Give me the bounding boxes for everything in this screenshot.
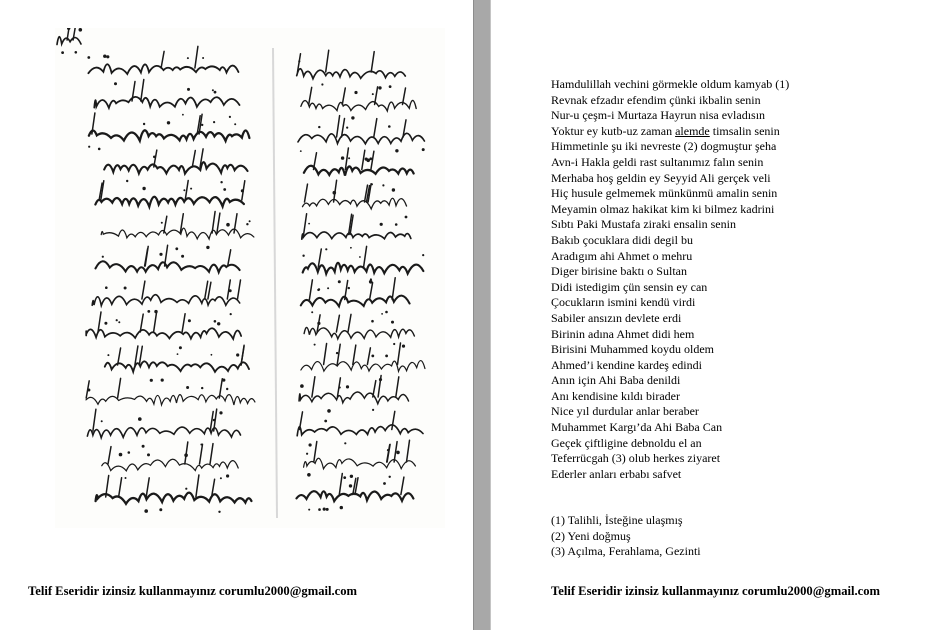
handwriting-dot: [318, 508, 321, 511]
handwriting-dot: [365, 158, 368, 161]
poem-line: Anın için Ahi Baba denildi: [551, 373, 681, 388]
handwriting-dot: [98, 148, 101, 151]
handwriting-stroke: [375, 87, 378, 105]
handwriting-dot: [220, 181, 222, 183]
poem-line: Himmetinle şu iki nevreste (2) dogmuştur şeha: [551, 139, 777, 154]
handwriting-dot: [182, 114, 184, 116]
handwriting-stroke: [309, 87, 312, 104]
handwriting-dot: [300, 384, 304, 388]
handwriting-dot: [308, 223, 310, 225]
poem-line: Meyamin olmaz hakikat kim ki bilmez kadrini: [551, 201, 775, 216]
handwriting-dot: [79, 28, 83, 32]
handwriting-dot: [106, 55, 109, 58]
handwriting-dot: [308, 509, 310, 511]
handwriting-dot: [326, 508, 329, 511]
handwriting-stroke: [326, 50, 329, 72]
handwriting-dot: [422, 148, 425, 151]
handwriting-dot: [311, 311, 313, 313]
handwriting-dot: [229, 116, 231, 118]
left-footer-copyright: Telif Eseridir izinsiz kullanmayınız corumlu2000@gmail.com: [28, 584, 358, 598]
handwriting-dot: [389, 476, 391, 478]
handwriting-dot: [128, 451, 131, 454]
handwriting-stroke: [398, 343, 401, 365]
handwriting-stroke: [370, 283, 373, 300]
handwriting-dot: [150, 379, 153, 382]
handwriting-dot: [351, 116, 354, 119]
handwriting-stroke: [142, 281, 145, 299]
handwriting-stroke: [304, 458, 416, 469]
handwriting-stroke: [304, 327, 414, 338]
handwriting-stroke: [185, 181, 188, 201]
handwriting-dot: [385, 355, 388, 358]
handwriting-stroke: [337, 116, 340, 137]
page-divider: [473, 0, 491, 630]
handwriting-dot: [104, 322, 107, 325]
handwriting-dot: [138, 417, 142, 421]
handwriting-stroke: [348, 314, 351, 332]
handwriting-dot: [234, 123, 236, 125]
handwriting-stroke: [373, 381, 376, 397]
handwriting-stroke: [238, 280, 241, 299]
handwriting-stroke: [164, 216, 167, 233]
handwriting-dot: [381, 313, 383, 315]
handwriting-stroke: [339, 474, 342, 495]
handwriting-stroke: [94, 97, 239, 108]
handwriting-dot: [392, 188, 395, 191]
handwriting-dot: [102, 256, 104, 258]
handwriting-dot: [190, 188, 192, 190]
handwriting-dot: [348, 287, 350, 289]
handwriting-dot: [372, 409, 374, 411]
handwriting-dot: [422, 254, 424, 256]
handwriting-dot: [389, 85, 392, 88]
handwriting-stroke: [119, 478, 122, 497]
handwriting-dot: [230, 313, 232, 315]
handwriting-dot: [317, 289, 319, 291]
handwriting-dot: [186, 386, 189, 389]
handwriting-stroke: [57, 37, 81, 45]
handwriting-dot: [371, 320, 374, 323]
handwriting-dot: [321, 83, 323, 85]
handwriting-stroke: [392, 411, 395, 429]
poem-line: Hiç husule gelmemek münkünmü amalin senin: [551, 186, 778, 201]
handwriting-dot: [213, 121, 215, 123]
handwriting-stroke: [141, 80, 144, 102]
poem-line: Avn-i Hakla geldi rast sultanımız falın senin: [551, 154, 764, 169]
handwriting-stroke: [95, 197, 243, 207]
handwriting-dot: [161, 222, 163, 224]
handwriting-dot: [302, 255, 304, 257]
manuscript-image: [55, 28, 445, 528]
handwriting-dot: [179, 346, 182, 349]
handwriting-dot: [327, 287, 329, 289]
handwriting-stroke: [210, 444, 213, 464]
handwriting-dot: [116, 319, 118, 321]
handwriting-dot: [341, 156, 344, 159]
handwriting-dot: [220, 477, 222, 479]
handwriting-dot: [246, 223, 248, 225]
handwriting-dot: [226, 474, 229, 477]
handwriting-dot: [219, 411, 222, 414]
handwriting-stroke: [336, 315, 339, 332]
handwriting-stroke: [324, 344, 327, 365]
handwriting-dot: [324, 420, 327, 423]
poem-line: Yoktur ey kutb-uz zaman alemde timsalin senin: [551, 123, 780, 138]
handwriting-dot: [159, 508, 162, 511]
handwriting-dot: [183, 189, 185, 191]
handwriting-stroke: [104, 162, 247, 173]
handwriting-stroke: [303, 263, 424, 274]
handwriting-dot: [201, 387, 203, 389]
handwriting-stroke: [200, 444, 203, 464]
right-page: [491, 0, 942, 630]
handwriting-stroke: [88, 64, 238, 74]
handwriting-stroke: [392, 278, 395, 300]
handwriting-dot: [385, 311, 388, 314]
handwriting-dot: [354, 91, 357, 94]
handwriting-dot: [236, 353, 239, 356]
handwriting-stroke: [182, 314, 185, 332]
handwriting-dot: [223, 188, 226, 191]
handwriting-stroke: [337, 344, 340, 364]
handwriting-stroke: [303, 198, 407, 209]
handwriting-dot: [87, 56, 90, 59]
handwriting-dot: [226, 388, 228, 390]
handwriting-dot: [218, 511, 220, 513]
handwriting-dot: [118, 321, 120, 323]
handwriting-stroke: [96, 261, 240, 272]
handwriting-stroke: [362, 150, 365, 169]
handwriting-dot: [181, 255, 184, 258]
handwriting-stroke: [304, 214, 307, 235]
handwriting-stroke: [300, 412, 303, 430]
handwriting-stroke: [67, 28, 70, 40]
handwriting-stroke: [374, 119, 377, 137]
handwriting-dot: [114, 82, 117, 85]
handwriting-dot: [388, 125, 391, 128]
handwriting-dot: [206, 246, 209, 249]
poem-line: Revnak efzadır efendim çünki ikbalin senin: [551, 92, 761, 107]
handwriting-dot: [167, 121, 170, 124]
handwriting-stroke: [118, 378, 121, 398]
handwriting-stroke: [89, 130, 249, 141]
handwriting-stroke: [146, 478, 149, 497]
handwriting-dot: [395, 223, 398, 226]
handwriting-dot: [107, 354, 109, 356]
handwriting-dot: [340, 506, 343, 509]
handwriting-stroke: [297, 69, 406, 79]
handwriting-dot: [349, 484, 352, 487]
handwriting-stroke: [101, 228, 254, 239]
handwriting-dot: [188, 319, 191, 322]
handwriting-dot: [336, 352, 338, 354]
handwriting-stroke: [407, 440, 410, 462]
handwriting-stroke: [305, 184, 308, 202]
handwriting-dot: [350, 247, 352, 249]
handwriting-dot: [105, 286, 108, 289]
handwriting-stroke: [217, 213, 220, 233]
handwriting-dot: [378, 86, 381, 89]
handwriting-stroke: [208, 282, 211, 299]
manuscript-handwriting: [55, 28, 445, 528]
footnote: (3) Açılma, Ferahlama, Gezinti: [551, 544, 701, 559]
handwriting-dot: [187, 88, 190, 91]
handwriting-stroke: [312, 377, 315, 397]
handwriting-stroke: [364, 246, 367, 267]
poem-line: Birinin adına Ahmet didi hem: [551, 326, 695, 341]
handwriting-dot: [226, 223, 230, 227]
handwriting-dot: [382, 184, 384, 186]
handwriting-dot: [214, 320, 217, 323]
handwriting-stroke: [309, 280, 312, 300]
handwriting-stroke: [342, 88, 345, 105]
handwriting-dot: [88, 146, 90, 148]
handwriting-dot: [125, 477, 127, 479]
handwriting-dot: [391, 321, 394, 324]
handwriting-dot: [211, 354, 213, 356]
handwriting-stroke: [154, 312, 157, 332]
footnotes: [551, 513, 701, 560]
poem-line: Diger birisine baktı o Sultan: [551, 264, 687, 279]
footnote: (1) Talihli, İsteğine ulaşmış: [551, 513, 683, 527]
handwriting-dot: [147, 310, 150, 313]
handwriting-dot: [372, 93, 374, 95]
handwriting-stroke: [135, 346, 138, 365]
poem-line: Birisini Muhammed koydu oldem: [551, 342, 714, 357]
poem-line: Çocukların ismini kendü virdi: [551, 295, 696, 310]
handwriting-dot: [405, 216, 408, 219]
handwriting-dot: [314, 344, 316, 346]
handwriting-stroke: [161, 51, 164, 68]
poem-line: Anı kendisine kıldı birader: [551, 388, 680, 403]
handwriting-dot: [380, 223, 383, 226]
handwriting-dot: [175, 247, 178, 250]
handwriting-stroke: [93, 409, 96, 431]
handwriting-dot: [214, 91, 217, 94]
handwriting-dot: [187, 57, 189, 59]
handwriting-dot: [249, 220, 251, 222]
handwriting-stroke: [401, 477, 404, 494]
handwriting-dot: [318, 126, 320, 128]
handwriting-stroke: [205, 281, 208, 299]
handwriting-dot: [359, 256, 361, 258]
handwriting-stroke: [105, 361, 249, 371]
handwriting-dot: [344, 442, 346, 444]
handwriting-stroke: [297, 425, 423, 436]
handwriting-dot: [142, 187, 145, 190]
handwriting-dot: [383, 482, 386, 485]
handwriting-dot: [325, 248, 327, 250]
handwriting-stroke: [192, 151, 195, 168]
poem-line: Teferrücgah (3) olub herkes ziyaret: [551, 451, 721, 466]
handwriting-stroke: [92, 295, 240, 306]
handwriting-dot: [346, 385, 349, 388]
poem-line: Hamdulillah vechini görmekle oldum kamyab (1): [551, 77, 790, 91]
handwriting-dot: [144, 509, 148, 513]
handwriting-dot: [371, 355, 374, 358]
handwriting-dot: [126, 180, 128, 182]
poem-line: Sıbtı Paki Mustafa ziraki ensalin senin: [551, 217, 736, 232]
poem-line: Ederler anları erbabı safvet: [551, 466, 682, 481]
handwriting-stroke: [371, 151, 374, 169]
poem-line: Didi istedigim çün sensin ey can: [551, 279, 708, 294]
poem-line: Bakıb çocuklara didi degil bu: [551, 232, 693, 247]
handwriting-dot: [346, 127, 348, 129]
handwriting-stroke: [298, 133, 424, 143]
handwriting-stroke: [228, 250, 231, 266]
poem-line: Aradıgım ahi Ahmet o mehru: [551, 248, 693, 263]
poem-line: Merhaba hoş geldin ey Seyyid Ali gerçek veli: [551, 170, 771, 185]
handwriting-dot: [185, 488, 187, 490]
handwriting-dot: [124, 287, 127, 290]
handwriting-stroke: [165, 245, 168, 266]
handwriting-stroke: [314, 442, 317, 463]
handwriting-stroke: [219, 379, 222, 398]
handwriting-dot: [177, 353, 179, 355]
handwriting-stroke: [87, 427, 240, 438]
right-footer-copyright: Telif Eseridir izinsiz kullanmayınız corumlu2000@gmail.com: [551, 584, 881, 598]
handwriting-stroke: [86, 328, 241, 339]
poem-line: Nice yıl durdular anlar beraber: [551, 404, 699, 419]
handwriting-dot: [119, 453, 123, 457]
handwriting-stroke: [371, 52, 374, 72]
handwriting-stroke: [403, 88, 406, 105]
handwriting-dot: [147, 453, 150, 456]
handwriting-dot: [396, 451, 400, 455]
handwriting-stroke: [108, 447, 111, 464]
handwriting-stroke: [195, 46, 198, 68]
handwriting-dot: [306, 453, 308, 455]
handwriting-stroke: [299, 392, 409, 404]
handwriting-stroke: [301, 361, 425, 372]
poem-line: Geçek çiftligine debnoldu el an: [551, 435, 702, 450]
handwriting-stroke: [302, 232, 411, 239]
handwriting-dot: [402, 345, 405, 348]
handwriting-stroke: [304, 166, 414, 176]
handwriting-dot: [309, 443, 312, 446]
handwriting-dot: [348, 157, 350, 159]
handwriting-dot: [350, 475, 353, 478]
poem-text: [551, 77, 789, 482]
handwriting-dot: [101, 420, 103, 422]
manuscript-gutter: [273, 48, 277, 518]
handwriting-stroke: [196, 475, 199, 497]
handwriting-dot: [161, 379, 164, 382]
handwriting-dot: [393, 343, 395, 345]
poem-line: Ahmed’i kendine kardeş edindi: [551, 357, 702, 372]
poem-line: Sabiler ansızın devlete erdi: [551, 310, 682, 325]
handwriting-dot: [323, 508, 326, 511]
handwriting-stroke: [318, 249, 321, 267]
handwriting-dot: [159, 253, 162, 256]
handwriting-dot: [143, 123, 145, 125]
handwriting-stroke: [353, 345, 356, 364]
handwriting-dot: [395, 149, 398, 152]
poem-line: Nur-u çeşm-i Murtaza Hayrun nisa evladısın: [551, 108, 766, 123]
handwriting-stroke: [102, 459, 238, 471]
footnote: (2) Yeni doğmuş: [551, 528, 631, 543]
handwriting-dot: [212, 89, 214, 91]
handwriting-stroke: [86, 395, 255, 405]
handwriting-stroke: [185, 442, 188, 464]
handwriting-stroke: [396, 377, 399, 397]
handwriting-dot: [307, 473, 311, 477]
handwriting-dot: [300, 150, 302, 152]
handwriting-dot: [343, 476, 346, 479]
handwriting-dot: [103, 55, 106, 58]
handwriting-dot: [61, 51, 64, 54]
handwriting-dot: [327, 409, 331, 413]
poem-line: Muhammet Kargı’da Ahi Baba Can: [551, 420, 723, 435]
handwriting-dot: [75, 51, 78, 54]
handwriting-dot: [142, 445, 145, 448]
handwriting-stroke: [367, 348, 370, 365]
handwriting-dot: [338, 280, 341, 283]
handwriting-dot: [202, 57, 204, 59]
handwriting-dot: [217, 322, 220, 325]
handwriting-stroke: [301, 100, 416, 110]
